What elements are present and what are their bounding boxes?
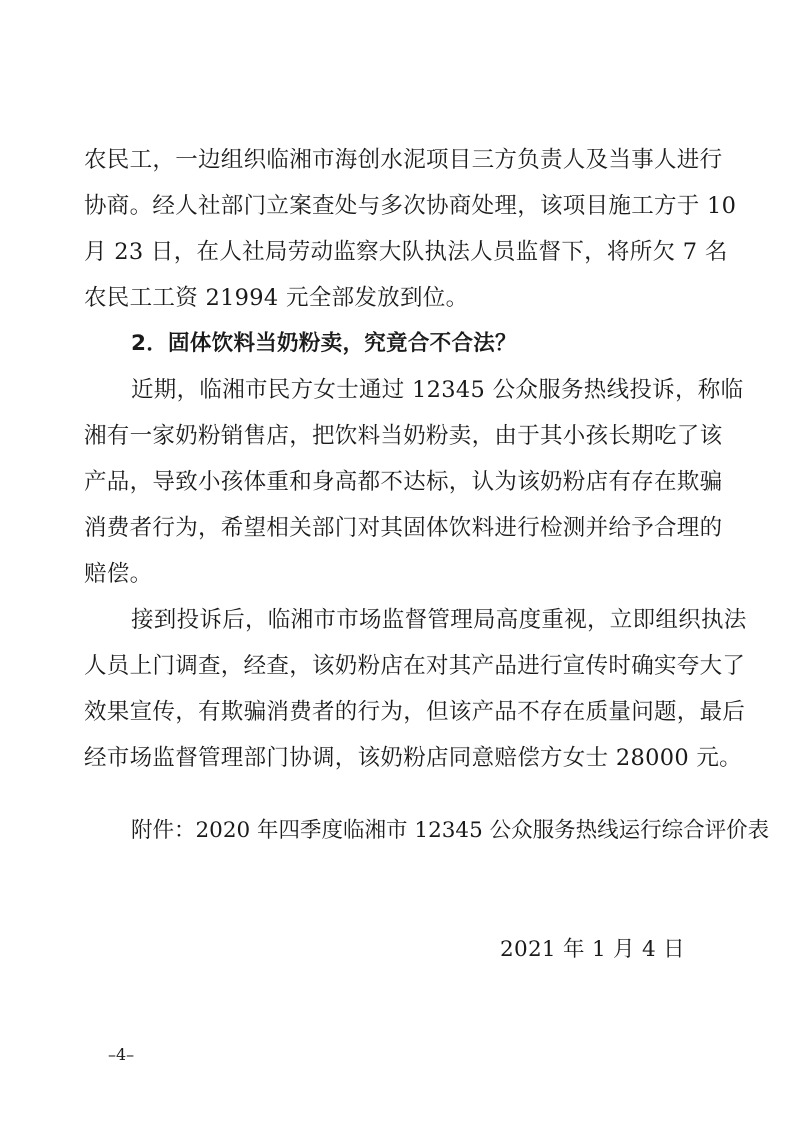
section-2-heading: 2．固体饮料当奶粉卖，究竟合不合法？ (131, 331, 517, 356)
section-2-paragraph-b-line-3: 效果宣传，有欺骗消费者的行为，但该产品不存在质量问题，最后 (84, 699, 746, 725)
section-2-paragraph-a-line-5: 赔偿。 (84, 561, 153, 587)
paragraph-1-line-3: 月 23 日，在人社局劳动监察大队执法人员监督下，将所欠 7 名 (84, 239, 728, 265)
section-2-paragraph-b-line-2: 人员上门调查，经查，该奶粉店在对其产品进行宣传时确实夸大了 (84, 653, 746, 679)
paragraph-1-line-4: 农民工工资 21994 元全部发放到位。 (84, 285, 469, 311)
attachment-note: 附件：2020 年四季度临湘市 12345 公众服务热线运行综合评价表 (131, 818, 770, 843)
section-2-paragraph-a-line-1: 近期，临湘市民方女士通过 12345 公众服务热线投诉，称临 (131, 377, 744, 403)
page-number: –4– (108, 1045, 135, 1064)
section-2-paragraph-b-line-4: 经市场监督管理部门协调，该奶粉店同意赔偿方女士 28000 元。 (84, 745, 742, 771)
document-date: 2021 年 1 月 4 日 (500, 937, 685, 962)
section-2-paragraph-a-line-3: 产品，导致小孩体重和身高都不达标，认为该奶粉店有存在欺骗 (84, 469, 723, 495)
section-2-paragraph-a-line-2: 湘有一家奶粉销售店，把饮料当奶粉卖，由于其小孩长期吃了该 (84, 423, 723, 449)
section-2-paragraph-b-line-1: 接到投诉后，临湘市市场监督管理局高度重视，立即组织执法 (131, 607, 747, 633)
section-2-paragraph-a-line-4: 消费者行为，希望相关部门对其固体饮料进行检测并给予合理的 (84, 515, 723, 541)
paragraph-1-line-1: 农民工，一边组织临湘市海创水泥项目三方负责人及当事人进行 (84, 147, 723, 173)
paragraph-1-line-2: 协商。经人社部门立案查处与多次协商处理，该项目施工方于 10 (84, 193, 737, 219)
